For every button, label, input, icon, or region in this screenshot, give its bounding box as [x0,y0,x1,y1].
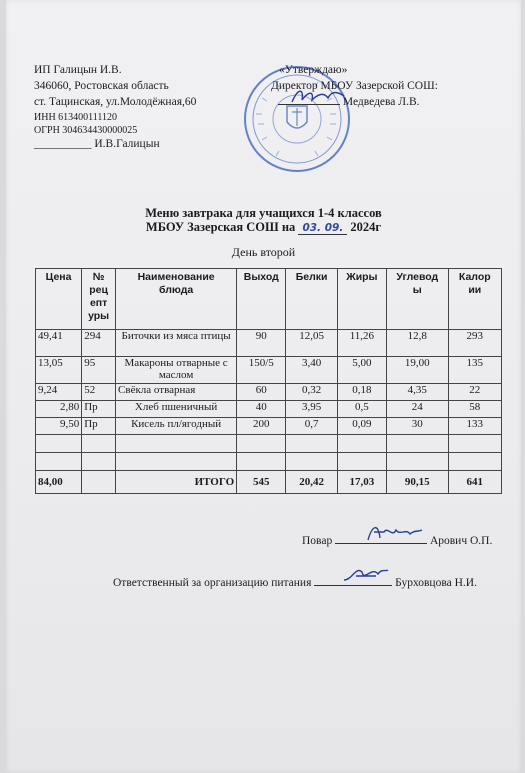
cell-recipe: Пр [82,418,116,435]
menu-title: Меню завтрака для учащихся 1-4 классов [145,206,382,220]
cell-yield: 200 [237,418,286,435]
cell-carbs: 24 [387,401,449,418]
total-protein: 20,42 [286,471,337,494]
cell-price: 49,41 [36,330,82,357]
cell-fat: 0,5 [337,401,386,418]
director-signature-icon [288,84,348,108]
cell-dish: Биточки из мяса птицы [116,330,237,357]
table-row [36,384,502,401]
provider-inn: ИНН 613400111120 [34,112,118,123]
cell-recipe: 95 [82,357,116,384]
column-header-yield: Выход [237,269,286,330]
cell-protein: 0,32 [286,384,337,401]
menu-date: 03. 09. [298,222,347,235]
column-header-fat: Жиры [337,269,386,330]
cell-price: 13,05 [36,357,82,384]
total-calories: 641 [448,471,501,494]
cell-price: 9,50 [36,418,82,435]
responsible-name: Бурховцова Н.И. [395,577,477,589]
cook-name: Арович О.П. [429,535,493,547]
provider-address-1: 346060, Ростовская область [34,80,169,92]
cell-fat: 11,26 [337,330,386,357]
cell-carbs: 4,35 [387,384,449,401]
table-row [36,418,502,435]
cook-label: Повар [302,535,333,547]
column-header-protein: Белки [286,269,337,330]
cell-calories: 135 [448,357,501,384]
responsible-signature-icon [342,562,390,588]
cell-calories: 58 [448,401,501,418]
cell-carbs: 12,8 [387,330,449,357]
cell-yield: 90 [237,330,286,357]
cell-protein: 12,05 [286,330,337,357]
total-price: 84,00 [36,471,82,494]
empty-row [36,435,502,453]
total-recipe [82,471,116,494]
approval-position: Директор МБОУ Зазерской СОШ: [271,80,438,92]
school-prefix: МБОУ Зазерская СОШ на [145,220,296,234]
table-header-row [36,269,502,330]
column-header-recipe: № рец епт уры [82,269,116,330]
provider-signature-line: __________ И.В.Галицын [34,138,160,150]
table-row [36,357,502,384]
day-label: День второй [231,245,296,259]
cell-carbs: 19,00 [387,357,449,384]
cell-yield: 150/5 [237,357,286,384]
cell-fat: 0,09 [337,418,386,435]
cell-calories: 293 [448,330,501,357]
cell-protein: 0,7 [286,418,337,435]
document-page [6,0,521,773]
cell-price: 2,80 [36,401,82,418]
responsible-label: Ответственный за организацию питания [113,577,312,589]
cook-signature-icon [364,520,424,546]
cell-recipe: 294 [82,330,116,357]
cell-dish: Кисель пл/ягодный [116,418,237,435]
cell-yield: 40 [237,401,286,418]
provider-address-2: ст. Тацинская, ул.Молодёжная,60 [34,96,197,108]
provider-name: ИП Галицын И.В. [34,64,122,76]
cell-calories: 133 [448,418,501,435]
cell-recipe: 52 [82,384,116,401]
cell-calories: 22 [448,384,501,401]
column-header-dish: Наименование блюда [116,269,237,330]
provider-ogrn: ОГРН 304634430000025 [34,125,138,136]
table-row [36,330,502,357]
responsible-signature-block [113,577,477,590]
column-header-calories: Калор ии [448,269,501,330]
approval-name: Медведева Л.В. [342,96,420,108]
cell-yield: 60 [237,384,286,401]
column-header-carbs: Углевод ы [387,269,449,330]
cell-carbs: 30 [387,418,449,435]
cell-protein: 3,40 [286,357,337,384]
cell-price: 9,24 [36,384,82,401]
cell-protein: 3,95 [286,401,337,418]
total-yield: 545 [237,471,286,494]
empty-row [36,453,502,471]
total-fat: 17,03 [337,471,386,494]
menu-subtitle [6,220,521,235]
cell-fat: 0,18 [337,384,386,401]
cell-recipe: Пр [82,401,116,418]
year-suffix: 2024г [350,220,382,234]
column-header-price: Цена [36,269,82,330]
cell-fat: 5,00 [337,357,386,384]
total-carbs: 90,15 [387,471,449,494]
cell-dish: Хлеб пшеничный [116,401,237,418]
cell-dish: Макароны отварные с маслом [116,357,237,384]
cell-dish: Свёкла отварная [116,384,237,401]
table-row [36,401,502,418]
total-label: ИТОГО [116,471,237,494]
total-row [36,471,502,494]
menu-table [35,268,502,494]
approval-label: «Утверждаю» [279,64,348,76]
